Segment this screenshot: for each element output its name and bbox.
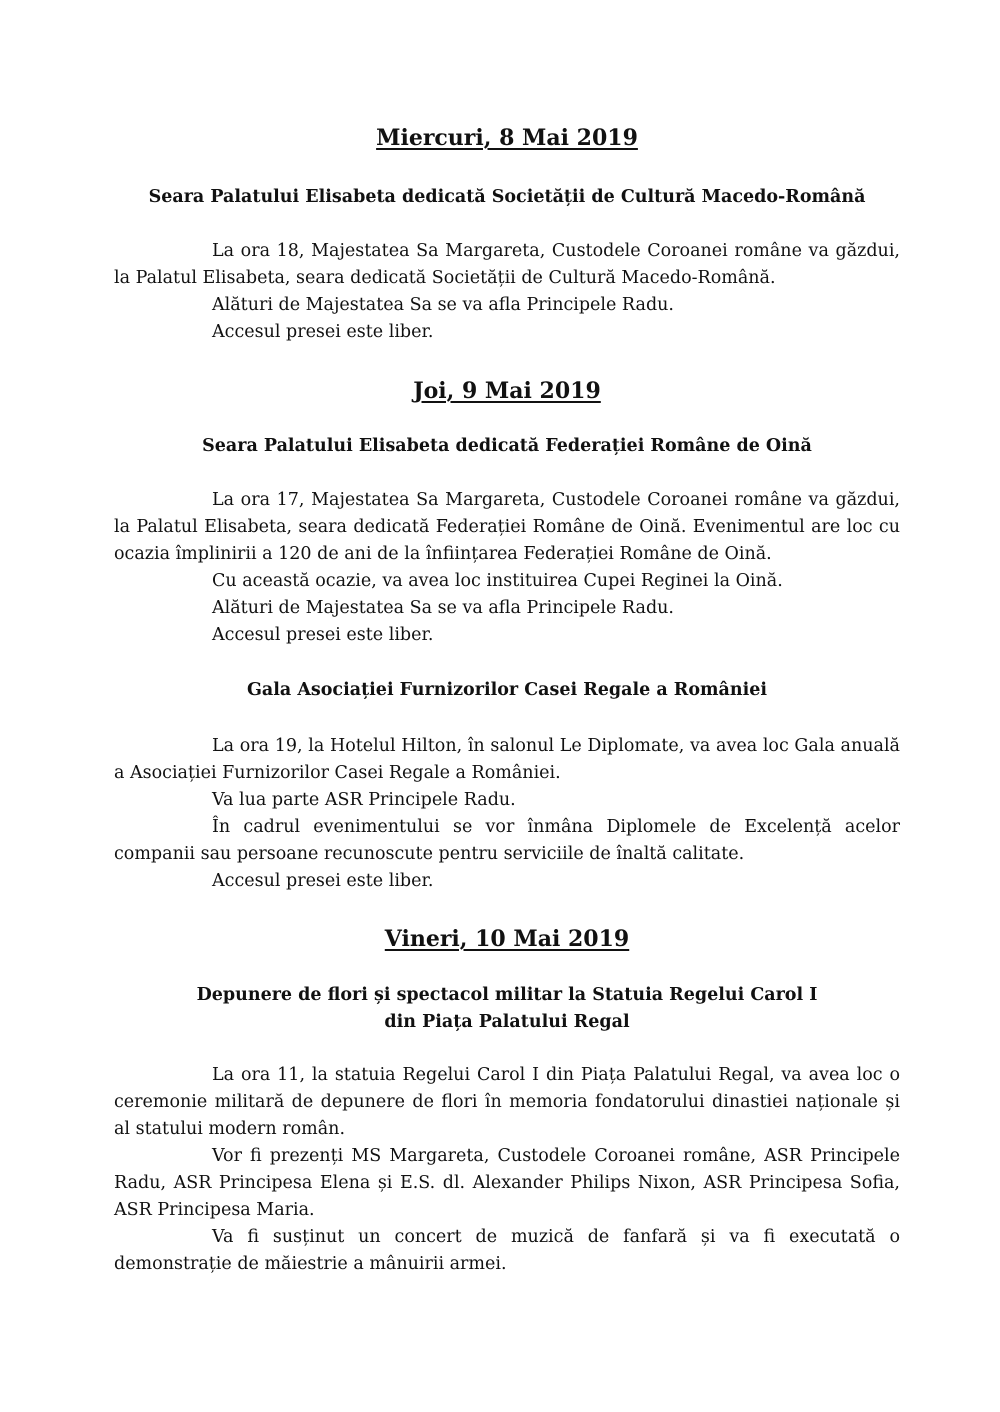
event-title: Gala Asociației Furnizorilor Casei Regale a României [246,680,768,700]
event-title-line: din Piața Palatului Regal [384,1012,630,1032]
paragraph: La ora 11, la statuia Regelui Carol I din Piața Palatului Regal, va avea loc o ceremonie militară de depunere de flori în memoria fondatorului dinastiei naționale și al statului modern român. [114,1065,900,1139]
event-title: Seara Palatului Elisabeta dedicată Societății de Cultură Macedo-Română [148,187,866,207]
paragraph: Accesul presei este liber. [212,625,434,645]
paragraph: Alături de Majestatea Sa se va afla Principele Radu. [212,295,674,315]
paragraph: La ora 19, la Hotelul Hilton, în salonul Le Diplomate, va avea loc Gala anuală a Asociației Furnizorilor Casei Regale a României. [114,736,900,783]
event-title [114,982,900,1036]
paragraph: Va lua parte ASR Principele Radu. [212,790,516,810]
paragraph: Vor fi prezenți MS Margareta, Custodele Coroanei române, ASR Principele Radu, ASR Principesa Elena și E.S. dl. Alexander Philips Nixon, ASR Principesa Sofia, ASR Principesa Maria. [114,1146,900,1220]
paragraph: Va fi susținut un concert de muzică de fanfară și va fi executată o demonstrație de măiestrie a mânuirii armei. [114,1227,900,1274]
event-title: Seara Palatului Elisabeta dedicată Federației Române de Oină [202,436,812,456]
day-heading: Vineri, 10 Mai 2019 [384,926,630,952]
paragraph: Cu această ocazie, va avea loc instituirea Cupei Reginei la Oină. [212,571,783,591]
event-body [114,733,900,895]
event-body [114,487,900,649]
event-title-line: Depunere de flori și spectacol militar la Statuia Regelui Carol I [196,985,818,1005]
paragraph: La ora 17, Majestatea Sa Margareta, Custodele Coroanei române va găzdui, la Palatul Elisabeta, seara dedicată Federației Române de Oină. Evenimentul are loc cu ocazia împlinirii a 120 de ani de la înființarea Federației Române de Oină. [114,490,900,564]
event-body [114,1062,900,1278]
day-heading: Miercuri, 8 Mai 2019 [376,125,638,151]
paragraph: Alături de Majestatea Sa se va afla Principele Radu. [212,598,674,618]
day-heading: Joi, 9 Mai 2019 [413,378,601,404]
paragraph: Accesul presei este liber. [212,871,434,891]
paragraph: Accesul presei este liber. [212,322,434,342]
paragraph: La ora 18, Majestatea Sa Margareta, Custodele Coroanei române va găzdui, la Palatul Elisabeta, seara dedicată Societății de Cultură Macedo-Română. [114,241,900,288]
event-body [114,238,900,346]
paragraph: În cadrul evenimentului se vor înmâna Diplomele de Excelență acelor companii sau persoane recunoscute pentru serviciile de înaltă calitate. [114,817,900,864]
